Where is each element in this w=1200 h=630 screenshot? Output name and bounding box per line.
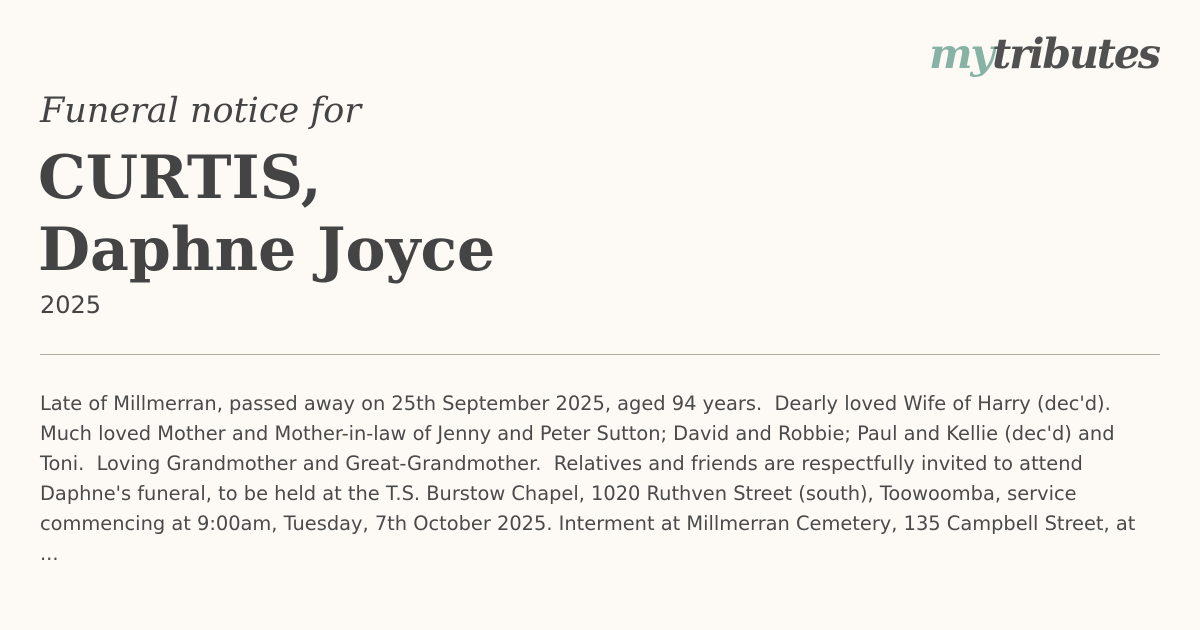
deceased-name xyxy=(38,142,495,286)
deceased-surname: CURTIS, xyxy=(38,143,322,213)
logo-my: my xyxy=(929,30,993,78)
logo-tributes: tributes xyxy=(992,30,1159,78)
notice-type-heading: Funeral notice for xyxy=(40,91,362,131)
notice-year: 2025 xyxy=(40,291,102,319)
deceased-given-names: Daphne Joyce xyxy=(38,215,496,285)
notice-body: Late of Millmerran, passed away on 25th September 2025, aged 94 years. Dearly loved Wife of Harry (dec'd). Much loved Mother and Mother-in-law of Jenny and Peter Sutton; David and Robbie; Paul and Kellie (dec'd) and Toni. Loving Grandmother and Great-Grandmother. Relatives and friends are respectfully invited to attend Daphne's funeral, to be held at the T.S. Burstow Chapel, 1020 Ruthven Street (south), Toowoomba, service commencing at 9:00am, Tuesday, 7th October 2025. Interment at Millmerran Cemetery, 135 Campbell Street, at ... xyxy=(40,392,1136,565)
mytributes-logo[interactable] xyxy=(929,30,1159,78)
divider xyxy=(40,354,1160,355)
